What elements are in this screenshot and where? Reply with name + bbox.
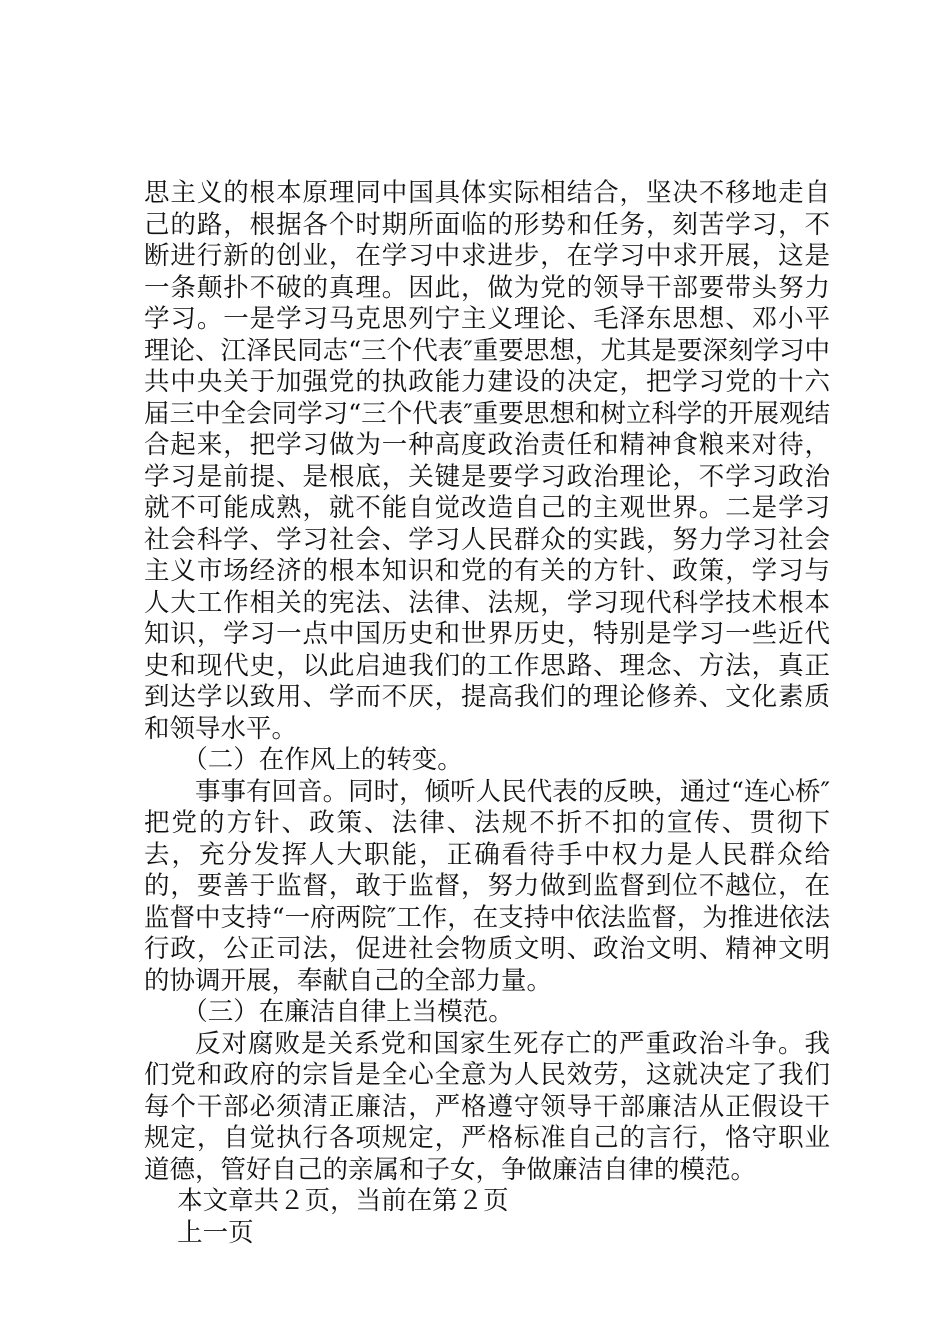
pagination-status: 本文章共２页，当前在第２页 bbox=[177, 1186, 509, 1216]
pagination-status-line bbox=[144, 1186, 830, 1218]
section-heading-style: （二）在作风上的转变。 bbox=[182, 745, 463, 775]
section-heading-integrity: （三）在廉洁自律上当模范。 bbox=[182, 997, 514, 1027]
paragraph-work-style: 事事有回音。同时，倾听人民代表的反映，通过“连心桥″把党的方针、政策、法律、法规不折不扣的宣传、贯彻下去，充分发挥人大职能，正确看待手中权力是人民群众给的，要善于监督，敢于监督，努力做到监督到位不越位，在监督中支持“一府两院″工作，在支持中依法监督，为推进依法行政，公正司法，促进社会物质文明、政治文明、精神文明的协调开展，奉献自己的全部力量。 bbox=[144, 776, 830, 996]
document-body bbox=[144, 178, 830, 1249]
paragraph-study-theory: 思主义的根本原理同中国具体实际相结合，坚决不移地走自己的路，根据各个时期所面临的形势和任务，刻苦学习，不断进行新的创业，在学习中求进步，在学习中求开展，这是一条颠扑不破的真理。因此，做为党的领导干部要带头努力学习。一是学习马克思列宁主义理论、毛泽东思想、邓小平理论、江泽民同志“三个代表″重要思想，尤其是要深刻学习中共中央关于加强党的执政能力建设的决定，把学习党的十六届三中全会同学习“三个代表″重要思想和树立科学的开展观结合起来，把学习做为一种高度政治责任和精神食粮来对待，学习是前提、是根底，关键是要学习政治理论，不学习政治就不可能成熟，就不能自觉改造自己的主观世界。二是学习社会科学、学习社会、学习人民群众的实践，努力学习社会主义市场经济的根本知识和党的有关的方针、政策，学习与人大工作相关的宪法、法律、法规，学习现代科学技术根本知识，学习一点中国历史和世界历史，特别是学习一些近代史和现代史，以此启迪我们的工作思路、理念、方法，真正到达学以致用、学而不厌，提高我们的理论修养、文化素质和领导水平。 bbox=[144, 178, 830, 744]
pagination-nav-line bbox=[144, 1218, 830, 1250]
paragraph-integrity: 反对腐败是关系党和国家生死存亡的严重政治斗争。我们党和政府的宗旨是全心全意为人民效劳，这就决定了我们每个干部必须清正廉洁，严格遵守领导干部廉洁从正假设干规定，自觉执行各项规定，严格标准自己的言行，恪守职业道德，管好自己的亲属和子女，争做廉洁自律的模范。 bbox=[144, 1028, 830, 1185]
prev-page-link[interactable]: 上一页 bbox=[177, 1217, 254, 1248]
